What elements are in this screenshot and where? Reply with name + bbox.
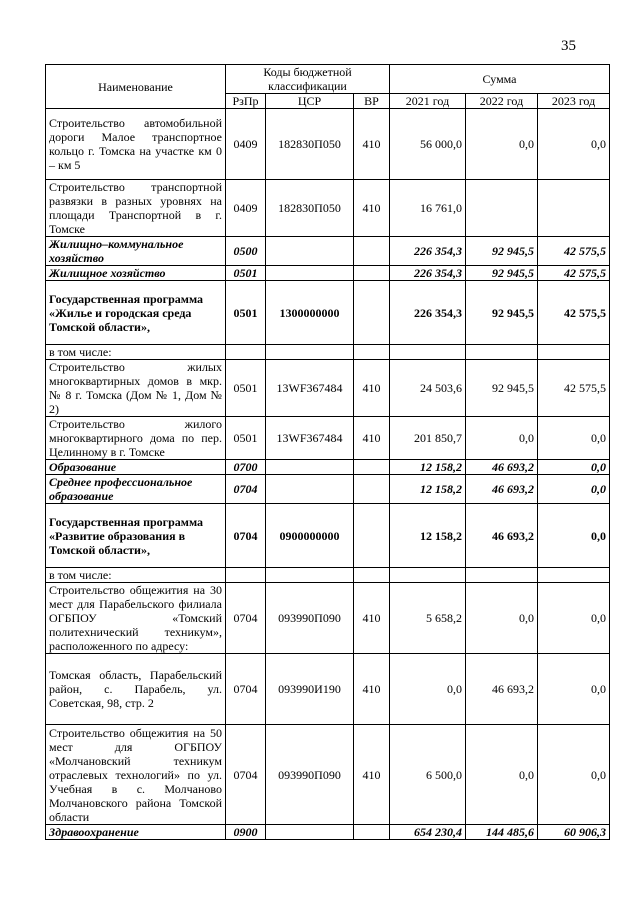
cell-name: Государственная программа «Развитие образования в Томской области», xyxy=(46,504,226,568)
cell-name: Строительство транспортной развязки в разных уровнях на площади Транспортной в г. Томске xyxy=(46,180,226,237)
cell-vr xyxy=(354,568,390,583)
table-row xyxy=(46,825,610,840)
header-name: Наименование xyxy=(46,65,226,109)
cell-y2022 xyxy=(466,568,538,583)
cell-vr xyxy=(354,825,390,840)
cell-rzpr: 0500 xyxy=(226,237,266,266)
cell-y2022: 144 485,6 xyxy=(466,825,538,840)
cell-csr: 182830П050 xyxy=(266,109,354,180)
cell-y2021: 201 850,7 xyxy=(390,417,466,460)
header-sum: Сумма xyxy=(390,65,610,94)
cell-y2023: 0,0 xyxy=(538,417,610,460)
header-codes: Коды бюджетной классификации xyxy=(226,65,390,94)
cell-rzpr: 0409 xyxy=(226,180,266,237)
cell-y2022: 0,0 xyxy=(466,417,538,460)
cell-rzpr: 0704 xyxy=(226,583,266,654)
cell-csr xyxy=(266,266,354,281)
cell-y2022: 0,0 xyxy=(466,583,538,654)
cell-vr: 410 xyxy=(354,360,390,417)
cell-csr: 093990П090 xyxy=(266,725,354,825)
cell-name: в том числе: xyxy=(46,345,226,360)
table-row xyxy=(46,568,610,583)
cell-y2023: 42 575,5 xyxy=(538,360,610,417)
cell-name: Жилищное хозяйство xyxy=(46,266,226,281)
cell-csr xyxy=(266,345,354,360)
cell-name: Строительство автомобильной дороги Малое транспортное кольцо г. Томска на участке км 0 – км 5 xyxy=(46,109,226,180)
table-row xyxy=(46,504,610,568)
cell-csr: 0900000000 xyxy=(266,504,354,568)
cell-vr: 410 xyxy=(354,654,390,725)
cell-name: в том числе: xyxy=(46,568,226,583)
cell-y2023: 0,0 xyxy=(538,504,610,568)
header-2023: 2023 год xyxy=(538,94,610,109)
table-row xyxy=(46,237,610,266)
table-row xyxy=(46,281,610,345)
cell-y2023: 42 575,5 xyxy=(538,237,610,266)
cell-y2023: 0,0 xyxy=(538,725,610,825)
cell-y2023: 0,0 xyxy=(538,475,610,504)
cell-name: Томская область, Парабельский район, с. Парабель, ул. Советская, 98, стр. 2 xyxy=(46,654,226,725)
cell-y2023 xyxy=(538,568,610,583)
cell-csr: 182830П050 xyxy=(266,180,354,237)
budget-table xyxy=(45,64,610,840)
cell-y2022: 0,0 xyxy=(466,109,538,180)
cell-name: Строительство жилых многоквартирных домов в мкр. № 8 г. Томска (Дом № 1, Дом № 2) xyxy=(46,360,226,417)
table-row xyxy=(46,360,610,417)
table-row xyxy=(46,417,610,460)
cell-y2022 xyxy=(466,345,538,360)
cell-y2021: 226 354,3 xyxy=(390,266,466,281)
table-row xyxy=(46,475,610,504)
cell-y2022: 46 693,2 xyxy=(466,654,538,725)
cell-vr xyxy=(354,475,390,504)
header-csr: ЦСР xyxy=(266,94,354,109)
table-row xyxy=(46,654,610,725)
cell-y2023: 60 906,3 xyxy=(538,825,610,840)
cell-y2022: 46 693,2 xyxy=(466,460,538,475)
table-row xyxy=(46,583,610,654)
cell-rzpr: 0501 xyxy=(226,360,266,417)
cell-y2021: 24 503,6 xyxy=(390,360,466,417)
cell-csr xyxy=(266,460,354,475)
cell-y2021: 12 158,2 xyxy=(390,460,466,475)
cell-y2021: 0,0 xyxy=(390,654,466,725)
header-2021: 2021 год xyxy=(390,94,466,109)
cell-y2021: 6 500,0 xyxy=(390,725,466,825)
cell-rzpr: 0501 xyxy=(226,417,266,460)
page-number: 35 xyxy=(561,38,576,54)
cell-vr xyxy=(354,504,390,568)
cell-vr: 410 xyxy=(354,583,390,654)
cell-csr xyxy=(266,475,354,504)
cell-y2023: 0,0 xyxy=(538,583,610,654)
cell-vr xyxy=(354,460,390,475)
cell-name: Государственная программа «Жилье и городская среда Томской области», xyxy=(46,281,226,345)
cell-rzpr: 0501 xyxy=(226,266,266,281)
table-row xyxy=(46,725,610,825)
cell-vr xyxy=(354,345,390,360)
cell-name: Образование xyxy=(46,460,226,475)
cell-rzpr xyxy=(226,345,266,360)
cell-y2022: 92 945,5 xyxy=(466,360,538,417)
cell-csr xyxy=(266,237,354,266)
cell-vr xyxy=(354,237,390,266)
table-row xyxy=(46,180,610,237)
cell-csr xyxy=(266,568,354,583)
cell-y2021: 56 000,0 xyxy=(390,109,466,180)
cell-csr xyxy=(266,825,354,840)
cell-y2022: 46 693,2 xyxy=(466,475,538,504)
cell-y2021: 226 354,3 xyxy=(390,281,466,345)
cell-name: Строительство общежития на 50 мест для ОГБПОУ «Молчановский техникум отраслевых технологий» по ул. Учебная в с. Молчаново Молчановского района Томской области xyxy=(46,725,226,825)
cell-y2023: 0,0 xyxy=(538,654,610,725)
cell-rzpr: 0900 xyxy=(226,825,266,840)
cell-y2022: 0,0 xyxy=(466,725,538,825)
cell-vr xyxy=(354,266,390,281)
cell-y2021: 5 658,2 xyxy=(390,583,466,654)
cell-rzpr: 0409 xyxy=(226,109,266,180)
cell-name: Жилищно–коммунальное хозяйство xyxy=(46,237,226,266)
cell-name: Строительство общежития на 30 мест для Парабельского филиала ОГБПОУ «Томский политехнический техникум», расположенного по адресу: xyxy=(46,583,226,654)
cell-y2023: 0,0 xyxy=(538,109,610,180)
cell-vr: 410 xyxy=(354,109,390,180)
cell-rzpr: 0704 xyxy=(226,654,266,725)
table-row xyxy=(46,345,610,360)
cell-y2022: 46 693,2 xyxy=(466,504,538,568)
cell-y2022: 92 945,5 xyxy=(466,281,538,345)
cell-y2021: 654 230,4 xyxy=(390,825,466,840)
cell-y2022: 92 945,5 xyxy=(466,237,538,266)
cell-y2021: 12 158,2 xyxy=(390,504,466,568)
cell-y2022 xyxy=(466,180,538,237)
cell-y2022: 92 945,5 xyxy=(466,266,538,281)
cell-y2021: 12 158,2 xyxy=(390,475,466,504)
cell-csr: 13WF367484 xyxy=(266,417,354,460)
cell-rzpr: 0704 xyxy=(226,725,266,825)
cell-y2021 xyxy=(390,568,466,583)
cell-rzpr xyxy=(226,568,266,583)
cell-rzpr: 0501 xyxy=(226,281,266,345)
cell-name: Среднее профессиональное образование xyxy=(46,475,226,504)
cell-y2023: 42 575,5 xyxy=(538,266,610,281)
cell-csr: 093990П090 xyxy=(266,583,354,654)
cell-vr: 410 xyxy=(354,180,390,237)
table-row xyxy=(46,109,610,180)
cell-csr: 1300000000 xyxy=(266,281,354,345)
cell-rzpr: 0704 xyxy=(226,504,266,568)
cell-y2023: 0,0 xyxy=(538,460,610,475)
cell-y2023: 42 575,5 xyxy=(538,281,610,345)
cell-y2023 xyxy=(538,345,610,360)
header-2022: 2022 год xyxy=(466,94,538,109)
cell-rzpr: 0704 xyxy=(226,475,266,504)
cell-vr xyxy=(354,281,390,345)
cell-y2023 xyxy=(538,180,610,237)
cell-rzpr: 0700 xyxy=(226,460,266,475)
header-vr: ВР xyxy=(354,94,390,109)
cell-vr: 410 xyxy=(354,417,390,460)
cell-y2021: 226 354,3 xyxy=(390,237,466,266)
cell-csr: 13WF367484 xyxy=(266,360,354,417)
table-row xyxy=(46,460,610,475)
cell-name: Здравоохранение xyxy=(46,825,226,840)
cell-y2021 xyxy=(390,345,466,360)
header-rzpr: РзПр xyxy=(226,94,266,109)
cell-y2021: 16 761,0 xyxy=(390,180,466,237)
table-row xyxy=(46,266,610,281)
cell-name: Строительство жилого многоквартирного дома по пер. Целинному в г. Томске xyxy=(46,417,226,460)
cell-csr: 093990И190 xyxy=(266,654,354,725)
cell-vr: 410 xyxy=(354,725,390,825)
